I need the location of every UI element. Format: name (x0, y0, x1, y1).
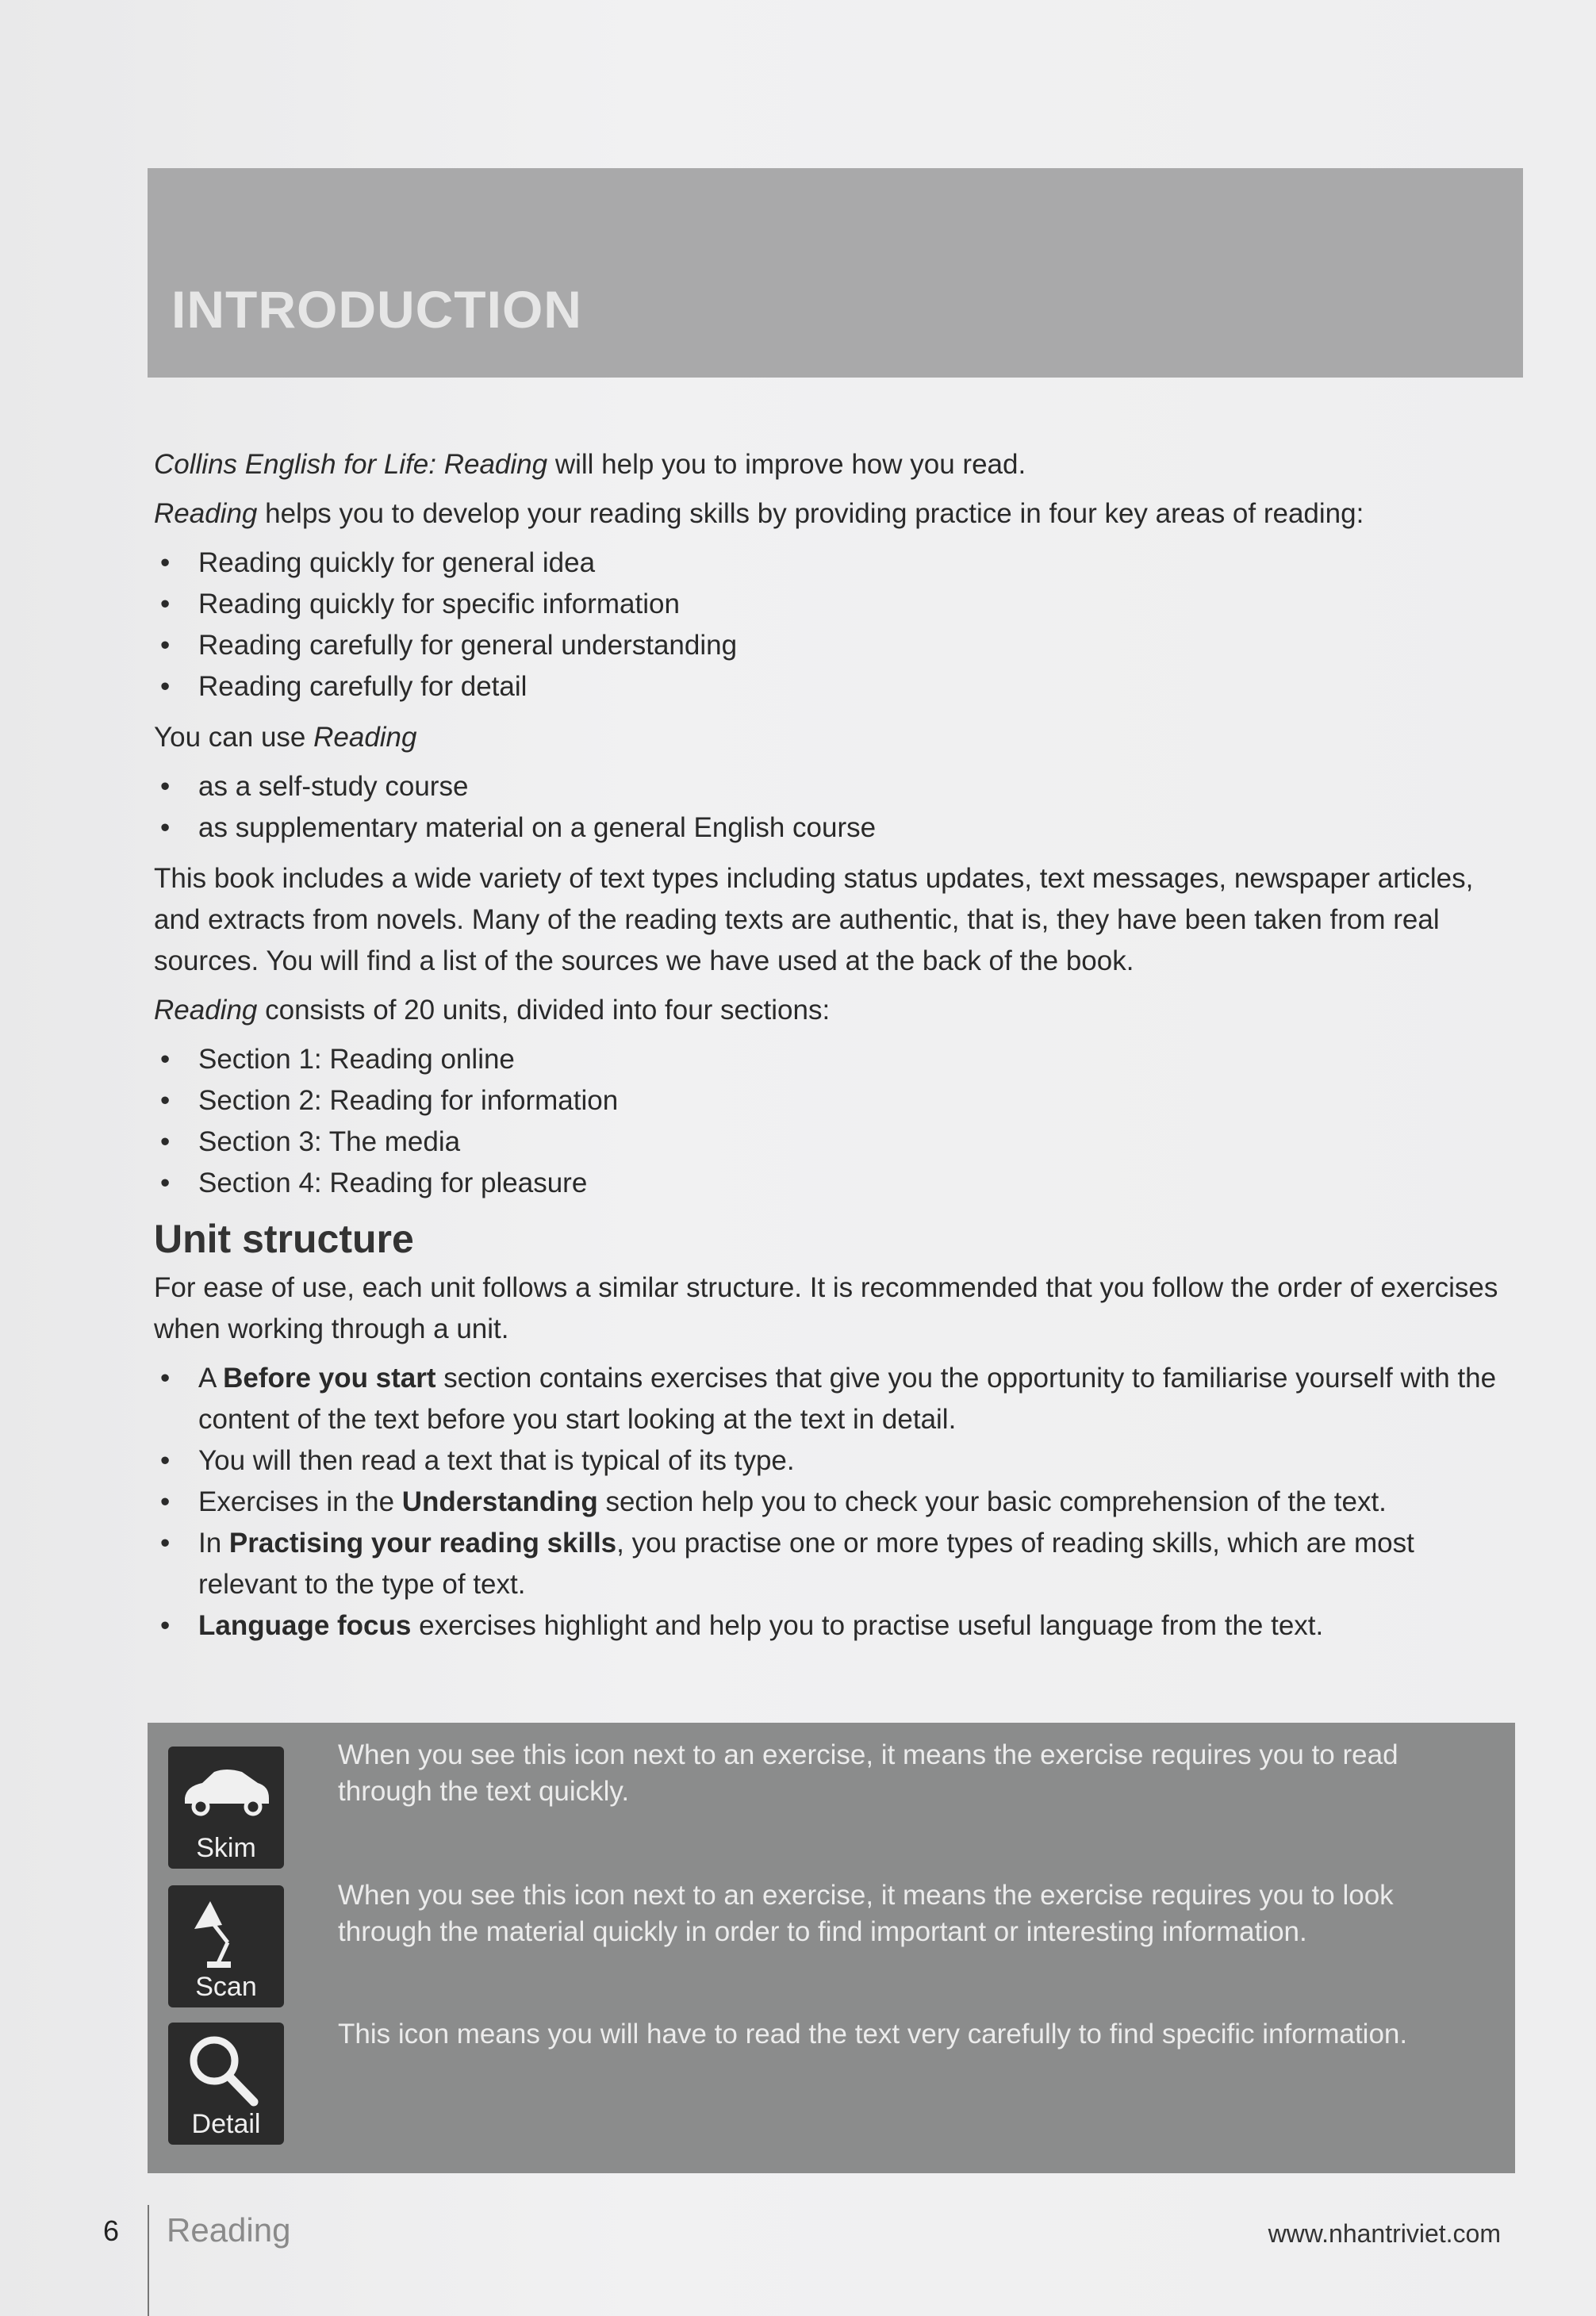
skim-icon-tile (168, 1747, 284, 1869)
detail-label: Detail (191, 2109, 261, 2139)
list-item: • Reading carefully for general understanding (154, 625, 1510, 666)
sections-list (154, 1039, 1510, 1204)
list-item (154, 1523, 1510, 1605)
bold-term: Before you start (223, 1363, 436, 1394)
intro-paragraph (154, 493, 1510, 535)
list-item (154, 1605, 1510, 1647)
list-item (154, 1440, 1510, 1482)
page-title: INTRODUCTION (171, 280, 582, 339)
text: section contains exercises that give you the opportunity to familiarise yourself with the content of the text before you start looking at the text in detail. (198, 1363, 1497, 1435)
scan-icon-tile (168, 1885, 284, 2007)
magnifier-icon (178, 2030, 274, 2110)
header-bar (148, 168, 1523, 378)
detail-description: This icon means you will have to read the text very carefully to find specific information. (338, 2019, 1408, 2050)
unit-structure-heading: Unit structure (154, 1217, 414, 1261)
main-content (154, 444, 1510, 1656)
scan-description: When you see this icon next to an exercise, it means the exercise requires you to look through the material quickly in order to find important or interesting information. (338, 1880, 1394, 1947)
text: You will then read a text that is typical of its type. (198, 1445, 795, 1476)
list-item (154, 1358, 1510, 1440)
bold-term: Practising your reading skills (228, 1528, 617, 1559)
text: helps you to develop your reading skills by providing practice in four key areas of reading: (257, 498, 1364, 529)
footer-url: www.nhantriviet.com (1268, 2219, 1501, 2248)
list-item: • as a self-study course (154, 766, 1510, 807)
text: consists of 20 units, divided into four sections: (257, 995, 831, 1026)
page-number: 6 (103, 2214, 120, 2247)
scan-label: Scan (195, 1972, 257, 2002)
uses-list (154, 766, 1510, 849)
text: will help you to improve how you read. (547, 449, 1026, 480)
footer-divider (148, 2205, 149, 2316)
text-types-paragraph: This book includes a wide variety of text types including status updates, text messages, newspaper articles, and extracts from novels. Many of the reading texts are authentic, that is, they have been taken from real sources. You will find a list of the sources we have used at the back of the book. (154, 863, 1474, 976)
bold-term: Understanding (401, 1486, 598, 1517)
text: exercises highlight and help you to practise useful language from the text. (411, 1610, 1324, 1641)
book-title-italic: Reading (313, 722, 417, 753)
list-item: • Reading quickly for specific information (154, 584, 1510, 625)
sections-lead (154, 990, 1510, 1031)
text: In (198, 1528, 229, 1559)
list-item (154, 1482, 1510, 1523)
text: Exercises in the (198, 1486, 402, 1517)
book-title-italic: Reading (154, 995, 258, 1026)
skim-description: When you see this icon next to an exercise, it means the exercise requires you to read through the text quickly. (338, 1739, 1398, 1807)
list-item: • Section 1: Reading online (154, 1039, 1510, 1080)
text: section help you to check your basic comprehension of the text. (597, 1486, 1387, 1517)
unit-structure-paragraph: For ease of use, each unit follows a similar structure. It is recommended that you follow the order of exercises when working through a unit. (154, 1272, 1498, 1344)
footer-book-title: Reading (167, 2211, 291, 2249)
text: , you practise one or more types of reading skills, which are most relevant to the type of text. (198, 1528, 1414, 1600)
skim-label: Skim (196, 1833, 256, 1863)
list-item: • Reading quickly for general idea (154, 543, 1510, 584)
list-item: • Reading carefully for detail (154, 666, 1510, 707)
list-item: • Section 4: Reading for pleasure (154, 1163, 1510, 1204)
book-title-italic: Reading (154, 498, 258, 529)
book-title-italic: Collins English for Life: Reading (154, 449, 548, 480)
car-icon (178, 1754, 274, 1826)
lamp-icon (178, 1893, 274, 1973)
list-item: • Section 3: The media (154, 1122, 1510, 1163)
reading-areas-list (154, 543, 1510, 707)
detail-icon-tile (168, 2023, 284, 2145)
text: You can use (154, 722, 314, 753)
unit-structure-list (154, 1358, 1510, 1647)
page-footer (0, 2205, 1596, 2268)
text: A (198, 1363, 224, 1394)
uses-lead (154, 717, 1510, 758)
list-item: • as supplementary material on a general English course (154, 807, 1510, 849)
list-item: • Section 2: Reading for information (154, 1080, 1510, 1122)
intro-paragraph (154, 444, 1510, 485)
bold-term: Language focus (198, 1610, 412, 1641)
icon-legend-box (148, 1723, 1515, 2173)
